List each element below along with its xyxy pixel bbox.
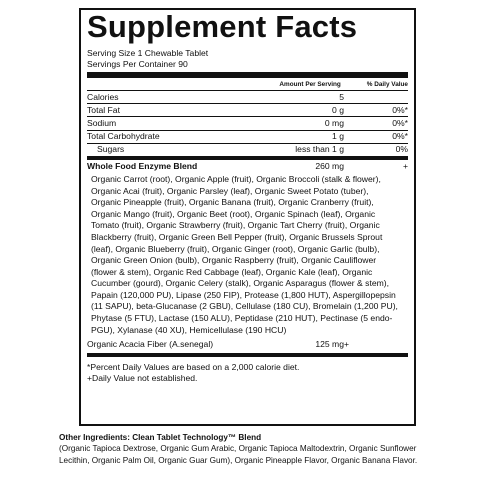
nutrient-amount: 1 g — [332, 131, 344, 142]
nutrient-amount: 0 mg — [324, 117, 344, 128]
other-ingredients-heading: Other Ingredients: Clean Tablet Technology™ Blend — [59, 433, 262, 442]
nutrient-dv: 0% — [395, 144, 408, 155]
dv-header: % Daily Value — [366, 80, 408, 88]
fiber-dv: + — [344, 339, 350, 350]
nutrient-dv: 0%* — [392, 104, 408, 115]
other-ingredients — [59, 432, 439, 466]
nutrient-amount: 5 — [339, 91, 344, 102]
footnote-daily-values: *Percent Daily Values are based on a 2,000 calorie diet. — [87, 362, 300, 373]
footnotes — [87, 353, 408, 384]
nutrient-amount: less than 1 g — [295, 144, 344, 155]
fiber-amount: 125 mg — [315, 339, 344, 350]
serving-size: Serving Size 1 Chewable Tablet — [87, 48, 209, 58]
blend-dv: + — [402, 161, 408, 172]
nutrient-dv: 0%* — [392, 117, 408, 128]
blend-label: Whole Food Enzyme Blend — [87, 161, 198, 172]
footnote-not-established: +Daily Value not established. — [87, 373, 198, 384]
nutrient-label: Calories — [87, 91, 119, 102]
nutrient-label: Total Carbohydrate — [87, 131, 160, 142]
nutrient-amount: 0 g — [332, 104, 344, 115]
fiber-label: Organic Acacia Fiber (A.senegal) — [87, 339, 214, 350]
servings-per-container: Servings Per Container 90 — [87, 59, 188, 69]
nutrient-dv: 0%* — [392, 131, 408, 142]
amount-header: Amount Per Serving — [279, 80, 341, 88]
fiber-row — [87, 338, 408, 350]
nutrient-row — [87, 116, 408, 129]
nutrient-label: Total Fat — [87, 104, 120, 115]
nutrient-label: Sodium — [87, 117, 117, 128]
blend-ingredients: Organic Carrot (root), Organic Apple (fruit), Organic Broccoli (stalk & flower), Organic Acai (fruit), Organic Parsley (leaf), Organic Sweet Potato (tuber), Organic Pineapple (fruit), Organic Banana (fruit), Organic Cranberry (fruit), Organic Mango (fruit), Organic Beet (root), Organic Spinach (leaf), Organic Tomato (fruit), Organic Strawberry (fruit), Organic Tart Cherry (fruit), Organic Blackberry (fruit), Organic Green Bell Pepper (fruit), Organic Brussels Sprout (leaf), Organic Blueberry (fruit), Organic Ginger (root), Organic Garlic (bulb), Organic Green Onion (bulb), Organic Raspberry (fruit), Organic Cauliflower (flower & stem), Organic Red Cabbage (leaf), Organic Kale (leaf), Organic Cucumber (gourd), Organic Celery (stalk), Organic Asparagus (flower & stem), Papain (120,000 PU), Lipase (250 FIP), Protease (1,800 HUT), Aspergillopepsin (11 SAPU), beta-Glucanase (2 GBU), Cellulase (180 CU), Bromelain (1,200 PU), Phytase (5 FTU), Lactase (150 ALU), Peptidase (210 HUT), Pectinase (5 endo-PGU), Xylanase (40 XU), Hemicellulase (190 HCU) — [91, 173, 398, 335]
nutrient-row — [87, 143, 408, 156]
nutrient-label: Sugars — [97, 144, 125, 155]
column-header — [87, 78, 408, 90]
blend-row — [87, 160, 408, 173]
nutrient-row — [87, 103, 408, 116]
supplement-facts-panel — [79, 8, 416, 426]
panel-title: Supplement Facts — [87, 9, 358, 44]
nutrient-row — [87, 130, 408, 143]
blend-amount: 260 mg — [315, 161, 344, 172]
nutrient-row — [87, 90, 408, 103]
other-ingredients-text: (Organic Tapioca Dextrose, Organic Gum Arabic, Organic Tapioca Maltodextrin, Organic Sunflower Lecithin, Organic Palm Oil, Organic Guar Gum), Organic Pineapple Flavor, Organic Banana Flavor. — [59, 444, 418, 465]
